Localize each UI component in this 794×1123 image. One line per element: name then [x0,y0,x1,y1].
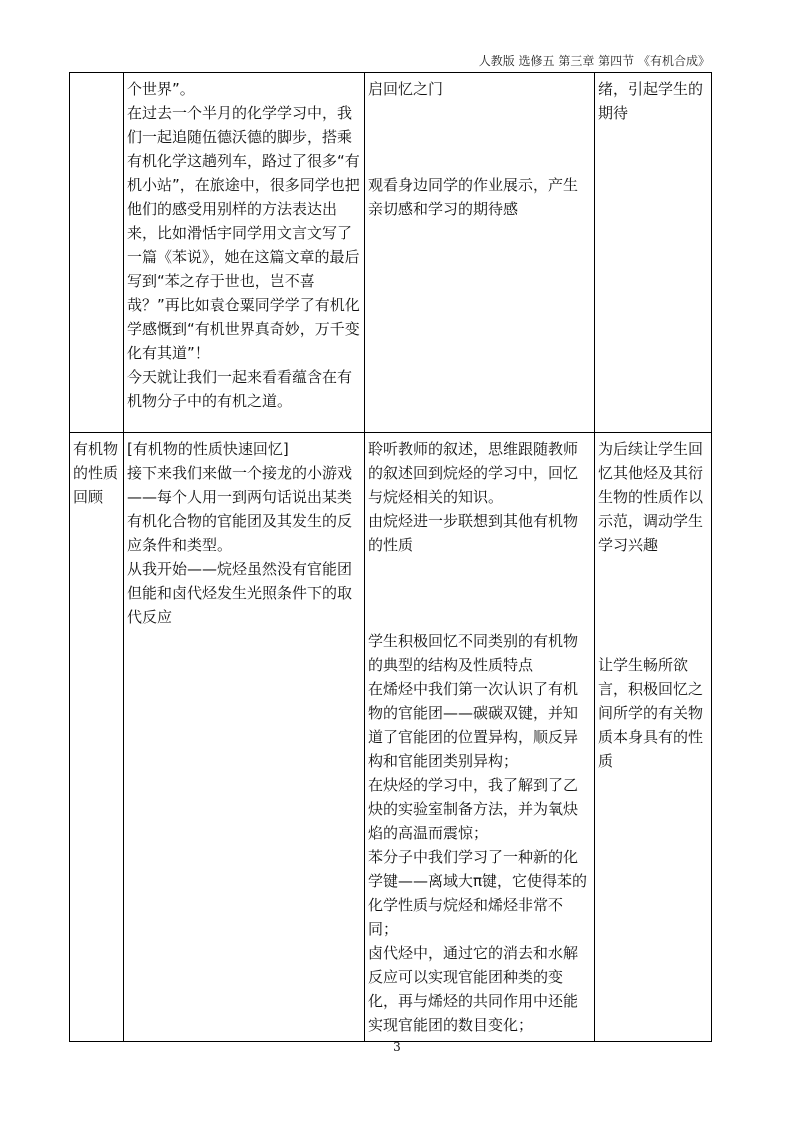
lesson-plan-table [69,72,712,1042]
student-text: 启回忆之门 [368,80,444,98]
table-row [70,73,712,433]
teacher-activity-cell [124,73,365,433]
purpose-text: 绪，引起学生的期待 [598,80,704,122]
student-text: 由烷烃进一步联想到其他有机物的性质 [368,512,579,554]
student-text: 在炔烃的学习中，我了解到了乙炔的实验室制备方法，并为氧炔焰的高温而震惊； [368,776,579,842]
student-text: 聆听教师的叙述，思维跟随教师的叙述回到烷烃的学习中，回忆与烷烃相关的知识。 [368,440,579,506]
stage-label: 有机物的性质回顾 [73,440,119,506]
page-header: 人教版 选修五 第三章 第四节 《有机合成》 [478,54,710,68]
table-row [70,433,712,1042]
student-text: 苯分子中我们学习了一种新的化学键——离域大π键，它使得苯的化学性质与烷烃和烯烃非常不同； [368,848,588,938]
teacher-text: 接下来我们来做一个接龙的小游戏——每个人用一到两句话说出某类有机化合物的官能团及其发生的反应条件和类型。 [127,464,353,554]
page-number: 3 [393,1040,401,1054]
design-purpose-cell [595,433,712,1042]
design-purpose-cell [595,73,712,433]
teacher-activity-cell [124,433,365,1042]
stage-cell [70,433,124,1042]
student-activity-cell [365,73,595,433]
student-activity-cell [365,433,595,1042]
teacher-text: 在过去一个半月的化学学习中，我们一起追随伍德沃德的脚步，搭乘有机化学这趟列车，路过了很多“有机小站”，在旅途中，很多同学也把他们的感受用别样的方法表达出来，比如滑恬宇同学用文言文写了一篇《苯说》，她在这篇文章的最后写到“苯之存于世也，岂不喜哉？”再比如袁仓粟同学学了有机化学感慨到“有机世界真奇妙，万千变化有其道”！ [127,104,360,362]
student-text: 学生积极回忆不同类别的有机物的典型的结构及性质特点 [368,632,579,674]
student-text: 卤代烃中，通过它的消去和水解反应可以实现官能团种类的变化，再与烯烃的共同作用中还能实现官能团的数目变化； [368,944,579,1034]
teacher-text: 个世界”。 [127,80,195,98]
student-text: 观看身边同学的作业展示，产生亲切感和学习的期待感 [368,176,579,218]
student-text: 在烯烃中我们第一次认识了有机物的官能团——碳碳双键，并知道了官能团的位置异构，顺反异构和官能团类别异构； [368,680,579,770]
teacher-text: 从我开始——烷烃虽然没有官能团但能和卤代烃发生光照条件下的取代反应 [127,560,353,626]
stage-cell [70,73,124,433]
purpose-text: 为后续让学生回忆其他烃及其衍生物的性质作以示范，调动学生学习兴趣 [598,440,704,554]
purpose-text: 让学生畅所欲言，积极回忆之间所学的有关物质本身具有的性质 [598,656,704,770]
teacher-text: [有机物的性质快速回忆] [127,440,289,458]
teacher-text: 今天就让我们一起来看看蕴含在有机物分子中的有机之道。 [127,368,353,410]
